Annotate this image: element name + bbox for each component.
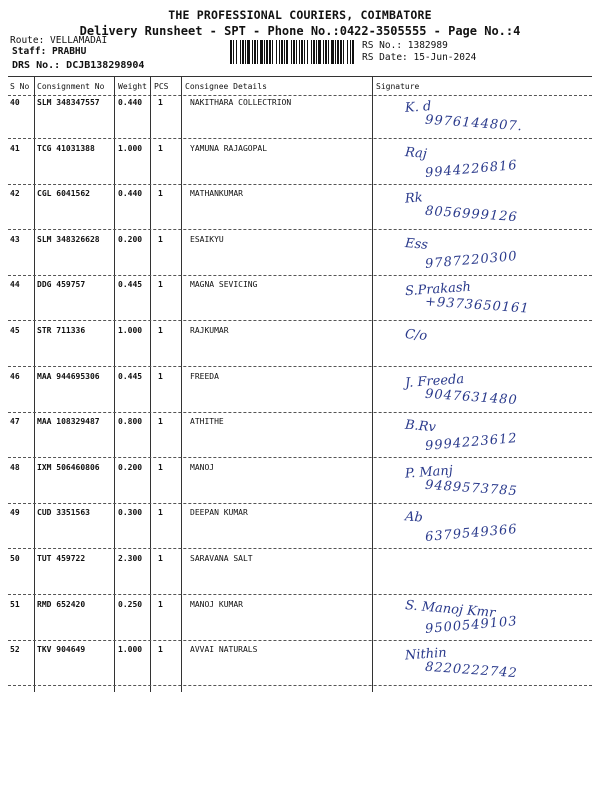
col-pcs: PCS [154, 82, 169, 91]
barcode-bar [331, 40, 334, 64]
barcode-bar [260, 40, 263, 64]
row-rule [8, 366, 592, 367]
cell-consignment: CUD 3351563 [37, 508, 90, 517]
cell-weight: 1.000 [118, 326, 143, 335]
cell-weight: 0.445 [118, 372, 143, 381]
rs-date: RS Date: 15-Jun-2024 [362, 52, 477, 63]
barcode-bar [299, 40, 300, 64]
barcode-bar [252, 40, 253, 64]
barcode-bar [269, 40, 271, 64]
cell-consignee: NAKITHARA COLLECTRION [190, 98, 292, 107]
barcode-bar [233, 40, 234, 64]
cell-sno: 48 [10, 463, 20, 472]
barcode-bar [301, 40, 303, 64]
barcode-bar [343, 40, 344, 64]
cell-consignment: CGL 6041562 [37, 189, 90, 198]
row-rule [8, 457, 592, 458]
cell-consignment: MAA 944695306 [37, 372, 100, 381]
signature-name: B.Rv [404, 417, 437, 436]
cell-pcs: 1 [158, 554, 163, 563]
rs-number: RS No.: 1382989 [362, 40, 448, 51]
barcode-bar [293, 40, 295, 64]
cell-pcs: 1 [158, 417, 163, 426]
barcode-bar [291, 40, 292, 64]
barcode-bar [236, 40, 237, 64]
barcode-bar [254, 40, 256, 64]
cell-weight: 0.300 [118, 508, 143, 517]
cell-consignment: TCG 41031388 [37, 144, 95, 153]
table-top-rule [8, 76, 592, 77]
cell-weight: 1.000 [118, 645, 143, 654]
cell-consignee: FREEDA [190, 372, 219, 381]
barcode-bar [352, 40, 354, 64]
cell-consignee: ATHITHE [190, 417, 224, 426]
cell-consignee: MANOJ KUMAR [190, 600, 243, 609]
cell-pcs: 1 [158, 645, 163, 654]
cell-consignee: AVVAI NATURALS [190, 645, 258, 654]
table-row [0, 98, 600, 138]
barcode-bar [247, 40, 250, 64]
barcode-bar [307, 40, 308, 64]
signature-phone: 9489573785 [424, 477, 519, 500]
cell-sno: 49 [10, 508, 20, 517]
cell-sno: 47 [10, 417, 20, 426]
signature-phone: 9976144807. [424, 112, 524, 135]
cell-pcs: 1 [158, 280, 163, 289]
barcode-bar [230, 40, 232, 64]
cell-weight: 2.300 [118, 554, 143, 563]
barcode-bar [279, 40, 280, 64]
barcode-bar [264, 40, 265, 64]
cell-weight: 0.440 [118, 189, 143, 198]
signature-name: Rk [404, 190, 424, 207]
cell-sno: 43 [10, 235, 20, 244]
staff-label: Staff: PRABHU [12, 46, 87, 57]
signature-phone: 6379549366 [424, 521, 519, 546]
barcode-bar [266, 40, 268, 64]
cell-sno: 42 [10, 189, 20, 198]
table-row [0, 508, 600, 548]
cell-consignment: DDG 459757 [37, 280, 86, 289]
cell-sno: 52 [10, 645, 20, 654]
cell-pcs: 1 [158, 372, 163, 381]
signature-name: P. Manj [404, 463, 454, 482]
barcode-bar [276, 40, 277, 64]
cell-consignment: IXM 506460806 [37, 463, 100, 472]
barcode-bar [272, 40, 273, 64]
row-rule [8, 229, 592, 230]
cell-sno: 44 [10, 280, 20, 289]
cell-weight: 0.445 [118, 280, 143, 289]
signature-phone: 9944226816 [424, 157, 519, 182]
table-row [0, 144, 600, 184]
col-sno: S No [10, 82, 30, 91]
signature-phone: 9994223612 [424, 430, 519, 455]
cell-pcs: 1 [158, 144, 163, 153]
cell-sno: 40 [10, 98, 20, 107]
signature-name: K. d [404, 99, 432, 116]
row-rule [8, 184, 592, 185]
row-rule [8, 640, 592, 641]
signature-phone: 9500549103 [424, 613, 519, 638]
cell-sno: 50 [10, 554, 20, 563]
table-row [0, 463, 600, 503]
cell-weight: 0.440 [118, 98, 143, 107]
signature-name: Nithin [404, 645, 448, 664]
cell-pcs: 1 [158, 463, 163, 472]
row-rule [8, 138, 592, 139]
cell-sno: 41 [10, 144, 20, 153]
signature-name: Ess [404, 236, 429, 253]
cell-consignee: RAJKUMAR [190, 326, 229, 335]
barcode-bar [313, 40, 315, 64]
signature-name: Ab [404, 509, 424, 526]
barcode-bar [284, 40, 285, 64]
col-weight: Weight [118, 82, 147, 91]
signature-phone: 9047631480 [424, 386, 519, 409]
barcode-bar [311, 40, 312, 64]
cell-consignee: ESAIKYU [190, 235, 224, 244]
barcode-bar [340, 40, 342, 64]
row-rule [8, 548, 592, 549]
cell-consignment: STR 711336 [37, 326, 86, 335]
row-rule [8, 320, 592, 321]
cell-consignment: TKV 904649 [37, 645, 86, 654]
barcode-bar [318, 40, 321, 64]
cell-pcs: 1 [158, 98, 163, 107]
barcode-bar [316, 40, 317, 64]
table-row [0, 326, 600, 366]
company-title: THE PROFESSIONAL COURIERS, COIMBATORE [168, 8, 432, 22]
table-row [0, 417, 600, 457]
row-rule [8, 594, 592, 595]
cell-consignment: MAA 108329487 [37, 417, 100, 426]
signature-name: Raj [404, 145, 428, 162]
cell-consignment: SLM 348347557 [37, 98, 100, 107]
cell-pcs: 1 [158, 326, 163, 335]
signature-name: S. Manoj Kmr [404, 598, 496, 621]
barcode-icon [230, 40, 355, 64]
signature-name: C/o [404, 327, 428, 344]
barcode-bar [323, 40, 324, 64]
cell-consignee: DEEPAN KUMAR [190, 508, 248, 517]
cell-weight: 0.200 [118, 463, 143, 472]
runsheet-subtitle: Delivery Runsheet - SPT - Phone No.:0422-3505555 - Page No.:4 [79, 24, 521, 38]
cell-consignment: TUT 459722 [37, 554, 86, 563]
cell-consignee: YAMUNA RAJAGOPAL [190, 144, 268, 153]
signature-name: J. Freeda [404, 371, 465, 392]
cell-pcs: 1 [158, 600, 163, 609]
col-consignment: Consignment No [37, 82, 105, 91]
cell-sno: 45 [10, 326, 20, 335]
cell-weight: 0.250 [118, 600, 143, 609]
cell-sno: 46 [10, 372, 20, 381]
signature-phone: 8056999126 [424, 203, 519, 226]
barcode-bar [337, 40, 339, 64]
signature-name: S.Prakash [404, 279, 472, 300]
table-row [0, 235, 600, 275]
cell-consignee: SARAVANA SALT [190, 554, 253, 563]
barcode-bar [347, 40, 348, 64]
table-row [0, 189, 600, 229]
cell-pcs: 1 [158, 235, 163, 244]
table-row [0, 280, 600, 320]
table-row [0, 645, 600, 685]
barcode-bar [257, 40, 258, 64]
barcode-bar [286, 40, 288, 64]
table-row [0, 372, 600, 412]
table-row [0, 600, 600, 640]
barcode-bar [350, 40, 351, 64]
route-label: Route: VELLAMADAI [10, 35, 108, 46]
col-signature: Signature [376, 82, 420, 91]
barcode-bar [242, 40, 244, 64]
header-rule [8, 95, 592, 96]
signature-phone: 8220222742 [424, 659, 519, 682]
barcode-bar [335, 40, 336, 64]
cell-consignee: MATHANKUMAR [190, 189, 243, 198]
signature-phone: +9373650161 [424, 294, 531, 317]
row-rule [8, 503, 592, 504]
cell-weight: 1.000 [118, 144, 143, 153]
signature-phone: 9787220300 [424, 248, 519, 273]
cell-sno: 51 [10, 600, 20, 609]
cell-weight: 0.200 [118, 235, 143, 244]
barcode-bar [245, 40, 246, 64]
barcode-bar [328, 40, 329, 64]
row-rule [8, 685, 592, 686]
barcode-bar [325, 40, 327, 64]
barcode-bar [304, 40, 305, 64]
barcode-bar [240, 40, 241, 64]
table-row [0, 554, 600, 594]
row-rule [8, 412, 592, 413]
cell-weight: 0.800 [118, 417, 143, 426]
cell-pcs: 1 [158, 508, 163, 517]
drs-number: DRS No.: DCJB138298904 [12, 60, 145, 71]
cell-pcs: 1 [158, 189, 163, 198]
table-header [0, 82, 600, 94]
cell-consignee: MAGNA SEVICING [190, 280, 258, 289]
row-rule [8, 275, 592, 276]
col-consignee: Consignee Details [185, 82, 267, 91]
cell-consignee: MANOJ [190, 463, 215, 472]
cell-consignment: RMD 652420 [37, 600, 86, 609]
barcode-bar [281, 40, 283, 64]
cell-consignment: SLM 348326628 [37, 235, 100, 244]
barcode-bar [296, 40, 297, 64]
